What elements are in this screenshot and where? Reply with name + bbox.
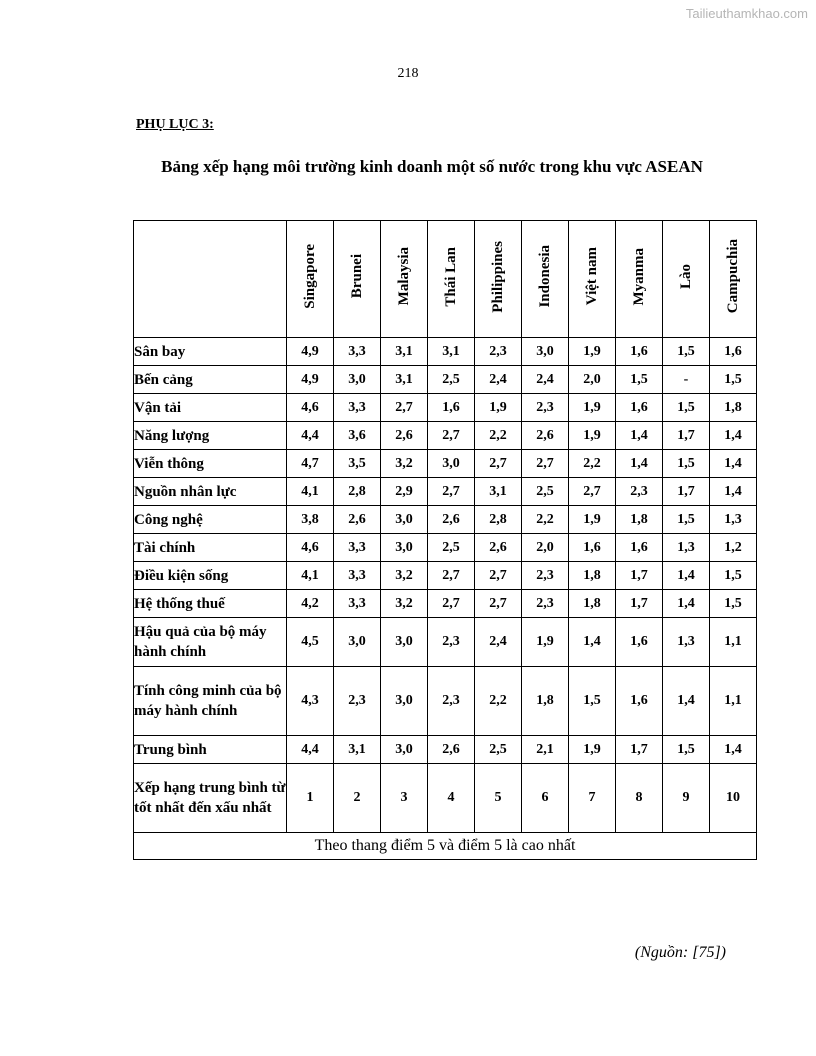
- table-cell: 2,6: [334, 506, 381, 534]
- row-label: Vận tải: [134, 394, 287, 422]
- footnote-row: [134, 833, 757, 860]
- table-cell: 4,4: [287, 422, 334, 450]
- table-cell: 1,5: [710, 590, 757, 618]
- table-cell: 2,2: [522, 506, 569, 534]
- table-cell: 3,2: [381, 590, 428, 618]
- table-cell: 2,3: [428, 667, 475, 736]
- table-body: [134, 338, 757, 860]
- table-cell: 2,7: [381, 394, 428, 422]
- column-header-label: Myanma: [630, 247, 647, 306]
- table-cell: 1,5: [663, 394, 710, 422]
- table-cell: 2,2: [569, 450, 616, 478]
- table-cell: 4,2: [287, 590, 334, 618]
- table-cell: 1,9: [475, 394, 522, 422]
- table-cell: 3,3: [334, 534, 381, 562]
- table-cell: 2,3: [522, 590, 569, 618]
- row-label: Hệ thống thuế: [134, 590, 287, 618]
- page-number: 218: [397, 66, 419, 81]
- table-cell: 7: [569, 764, 616, 833]
- row-label: Tài chính: [134, 534, 287, 562]
- table-cell: 2,4: [475, 618, 522, 667]
- table-cell: 2,4: [475, 366, 522, 394]
- table-cell: 3,3: [334, 562, 381, 590]
- table-cell: 1,7: [616, 562, 663, 590]
- table-cell: 4,5: [287, 618, 334, 667]
- table-title: Bảng xếp hạng môi trường kinh doanh một số nước trong khu vực ASEAN: [161, 157, 703, 176]
- table-row: [134, 422, 757, 450]
- table-cell: 2,2: [475, 667, 522, 736]
- table-row: [134, 338, 757, 366]
- table-cell: 1,8: [616, 506, 663, 534]
- table-cell: 2,0: [522, 534, 569, 562]
- table-cell: 3,0: [381, 534, 428, 562]
- table-cell: -: [663, 366, 710, 394]
- row-label: Trung bình: [134, 736, 287, 764]
- table-cell: 1,8: [569, 562, 616, 590]
- column-header: [428, 221, 475, 338]
- table-cell: 1,4: [710, 478, 757, 506]
- table-cell: 1,5: [663, 506, 710, 534]
- table-cell: 2,3: [475, 338, 522, 366]
- table-cell: 4,7: [287, 450, 334, 478]
- table-cell: 1,5: [616, 366, 663, 394]
- table-cell: 2,3: [616, 478, 663, 506]
- table-cell: 1,2: [710, 534, 757, 562]
- table-cell: 2,8: [475, 506, 522, 534]
- table-cell: 1,4: [663, 562, 710, 590]
- table-cell: 2: [334, 764, 381, 833]
- table-cell: 4,3: [287, 667, 334, 736]
- table-cell: 3,1: [428, 338, 475, 366]
- table-cell: 4,4: [287, 736, 334, 764]
- table-cell: 1,4: [616, 450, 663, 478]
- column-header: [475, 221, 522, 338]
- table-cell: 1,1: [710, 618, 757, 667]
- table-cell: 1,6: [428, 394, 475, 422]
- table-cell: 3,2: [381, 562, 428, 590]
- table-cell: 3,8: [287, 506, 334, 534]
- table-cell: 3,5: [334, 450, 381, 478]
- table-row: [134, 394, 757, 422]
- table-cell: 2,6: [428, 506, 475, 534]
- row-label: Xếp hạng trung bình từ tốt nhất đến xấu nhất: [134, 764, 287, 833]
- table-cell: 3,0: [381, 618, 428, 667]
- table-cell: 1,9: [569, 394, 616, 422]
- column-header-label: Brunei: [348, 254, 365, 299]
- table-cell: 3,0: [334, 366, 381, 394]
- table-cell: 4,9: [287, 366, 334, 394]
- table-cell: 3,0: [381, 667, 428, 736]
- table-cell: 1,9: [569, 338, 616, 366]
- table-cell: 4: [428, 764, 475, 833]
- table-cell: 1,1: [710, 667, 757, 736]
- table-cell: 3,3: [334, 590, 381, 618]
- table-cell: 1,3: [710, 506, 757, 534]
- table-cell: 2,9: [381, 478, 428, 506]
- table-cell: 2,5: [475, 736, 522, 764]
- table-cell: 1,8: [710, 394, 757, 422]
- table-cell: 2,7: [569, 478, 616, 506]
- table-cell: 2,7: [522, 450, 569, 478]
- column-header: [334, 221, 381, 338]
- table-cell: 1,8: [522, 667, 569, 736]
- column-header-label: Indonesia: [536, 245, 553, 308]
- table-cell: 1,6: [710, 338, 757, 366]
- table-cell: 2,7: [428, 562, 475, 590]
- column-header-label: Thái Lan: [442, 246, 459, 307]
- table-cell: 1,4: [663, 667, 710, 736]
- table-cell: 3,0: [428, 450, 475, 478]
- table-row: [134, 590, 757, 618]
- table-cell: 2,1: [522, 736, 569, 764]
- table-row: [134, 562, 757, 590]
- table-cell: 1,6: [616, 618, 663, 667]
- column-header-label: Campuchia: [724, 239, 741, 314]
- table-cell: 2,0: [569, 366, 616, 394]
- table-cell: 3,0: [334, 618, 381, 667]
- table-cell: 1,5: [663, 450, 710, 478]
- column-header: [381, 221, 428, 338]
- table-cell: 1,6: [569, 534, 616, 562]
- table-cell: 1,6: [616, 338, 663, 366]
- table-cell: 1,4: [663, 590, 710, 618]
- table-cell: 3,1: [475, 478, 522, 506]
- table-cell: 2,7: [428, 478, 475, 506]
- table-cell: 1,5: [710, 366, 757, 394]
- source-citation: (Nguồn: [75]): [634, 944, 726, 961]
- table-cell: 3,0: [381, 506, 428, 534]
- table-row: [134, 736, 757, 764]
- column-header: [522, 221, 569, 338]
- table-cell: 3,1: [381, 338, 428, 366]
- column-header: [287, 221, 334, 338]
- table-cell: 4,6: [287, 534, 334, 562]
- column-header: [569, 221, 616, 338]
- table-cell: 3: [381, 764, 428, 833]
- table-cell: 4,6: [287, 394, 334, 422]
- row-label: Điều kiện sống: [134, 562, 287, 590]
- table-cell: 2,4: [522, 366, 569, 394]
- row-label: Công nghệ: [134, 506, 287, 534]
- table-cell: 2,7: [428, 590, 475, 618]
- table-cell: 3,2: [381, 450, 428, 478]
- table-cell: 1,6: [616, 394, 663, 422]
- table-cell: 2,6: [428, 736, 475, 764]
- table-cell: 2,6: [475, 534, 522, 562]
- column-header: [710, 221, 757, 338]
- table-cell: 2,7: [475, 590, 522, 618]
- table-cell: 2,7: [475, 450, 522, 478]
- row-label: Bến cảng: [134, 366, 287, 394]
- table-row: [134, 450, 757, 478]
- table-cell: 5: [475, 764, 522, 833]
- table-cell: 2,2: [475, 422, 522, 450]
- table-cell: 2,6: [522, 422, 569, 450]
- row-label: Sân bay: [134, 338, 287, 366]
- table-cell: 1,6: [616, 667, 663, 736]
- table-cell: 2,3: [522, 562, 569, 590]
- column-header: [663, 221, 710, 338]
- table-cell: 1,4: [569, 618, 616, 667]
- table-cell: 4,9: [287, 338, 334, 366]
- table-cell: 1,9: [569, 422, 616, 450]
- table-cell: 1,5: [710, 562, 757, 590]
- table-cell: 9: [663, 764, 710, 833]
- column-header: [616, 221, 663, 338]
- table-row: [134, 478, 757, 506]
- table-row: [134, 534, 757, 562]
- table-cell: 1,7: [663, 422, 710, 450]
- table-cell: 2,3: [428, 618, 475, 667]
- table-cell: 3,1: [334, 736, 381, 764]
- table-cell: 2,5: [428, 366, 475, 394]
- business-environment-table: [133, 220, 757, 860]
- table-cell: 1,5: [569, 667, 616, 736]
- table-cell: 4,1: [287, 562, 334, 590]
- row-label: Viễn thông: [134, 450, 287, 478]
- table-cell: 1,6: [616, 534, 663, 562]
- table-cell: 3,0: [522, 338, 569, 366]
- table-footnote: Theo thang điểm 5 và điểm 5 là cao nhất: [134, 833, 757, 860]
- table-cell: 1,5: [663, 736, 710, 764]
- table-cell: 2,3: [522, 394, 569, 422]
- table-cell: 2,5: [428, 534, 475, 562]
- table-cell: 3,3: [334, 338, 381, 366]
- table-cell: 4,1: [287, 478, 334, 506]
- watermark: Tailieuthamkhao.com: [685, 6, 808, 21]
- row-label: Năng lượng: [134, 422, 287, 450]
- table-cell: 2,3: [334, 667, 381, 736]
- column-header-label: Malaysia: [395, 247, 412, 306]
- table-cell: 1,7: [616, 590, 663, 618]
- table-row: [134, 366, 757, 394]
- table-cell: 1,4: [616, 422, 663, 450]
- row-label: Hậu quả của bộ máy hành chính: [134, 618, 287, 667]
- table-row: [134, 764, 757, 833]
- table-cell: 1,3: [663, 534, 710, 562]
- table-cell: 2,6: [381, 422, 428, 450]
- table-row: [134, 618, 757, 667]
- row-label: Tính công minh của bộ máy hành chính: [134, 667, 287, 736]
- table-cell: 1,8: [569, 590, 616, 618]
- table-row: [134, 667, 757, 736]
- table-cell: 1,4: [710, 450, 757, 478]
- table-cell: 1,9: [569, 506, 616, 534]
- table-cell: 1,5: [663, 338, 710, 366]
- table-cell: 3,0: [381, 736, 428, 764]
- table-row: [134, 506, 757, 534]
- row-label: Nguồn nhân lực: [134, 478, 287, 506]
- table-cell: 1: [287, 764, 334, 833]
- table-cell: 2,7: [475, 562, 522, 590]
- table-cell: 1,7: [616, 736, 663, 764]
- column-header-label: Lào: [677, 263, 694, 289]
- table-cell: 1,4: [710, 736, 757, 764]
- table-cell: 1,7: [663, 478, 710, 506]
- table-cell: 1,3: [663, 618, 710, 667]
- table-cell: 2,8: [334, 478, 381, 506]
- header-corner-cell: [134, 221, 287, 338]
- table-header-row: [134, 221, 757, 338]
- column-header-label: Philippines: [489, 240, 506, 313]
- table-cell: 3,3: [334, 394, 381, 422]
- table-cell: 8: [616, 764, 663, 833]
- table-cell: 6: [522, 764, 569, 833]
- table-cell: 2,5: [522, 478, 569, 506]
- table-cell: 3,6: [334, 422, 381, 450]
- appendix-label: PHỤ LỤC 3:: [136, 117, 214, 132]
- column-header-label: Việt nam: [583, 247, 600, 306]
- table-cell: 3,1: [381, 366, 428, 394]
- column-header-label: Singapore: [301, 244, 318, 309]
- table-cell: 10: [710, 764, 757, 833]
- table-cell: 1,9: [569, 736, 616, 764]
- table-cell: 1,9: [522, 618, 569, 667]
- table-cell: 1,4: [710, 422, 757, 450]
- table-cell: 2,7: [428, 422, 475, 450]
